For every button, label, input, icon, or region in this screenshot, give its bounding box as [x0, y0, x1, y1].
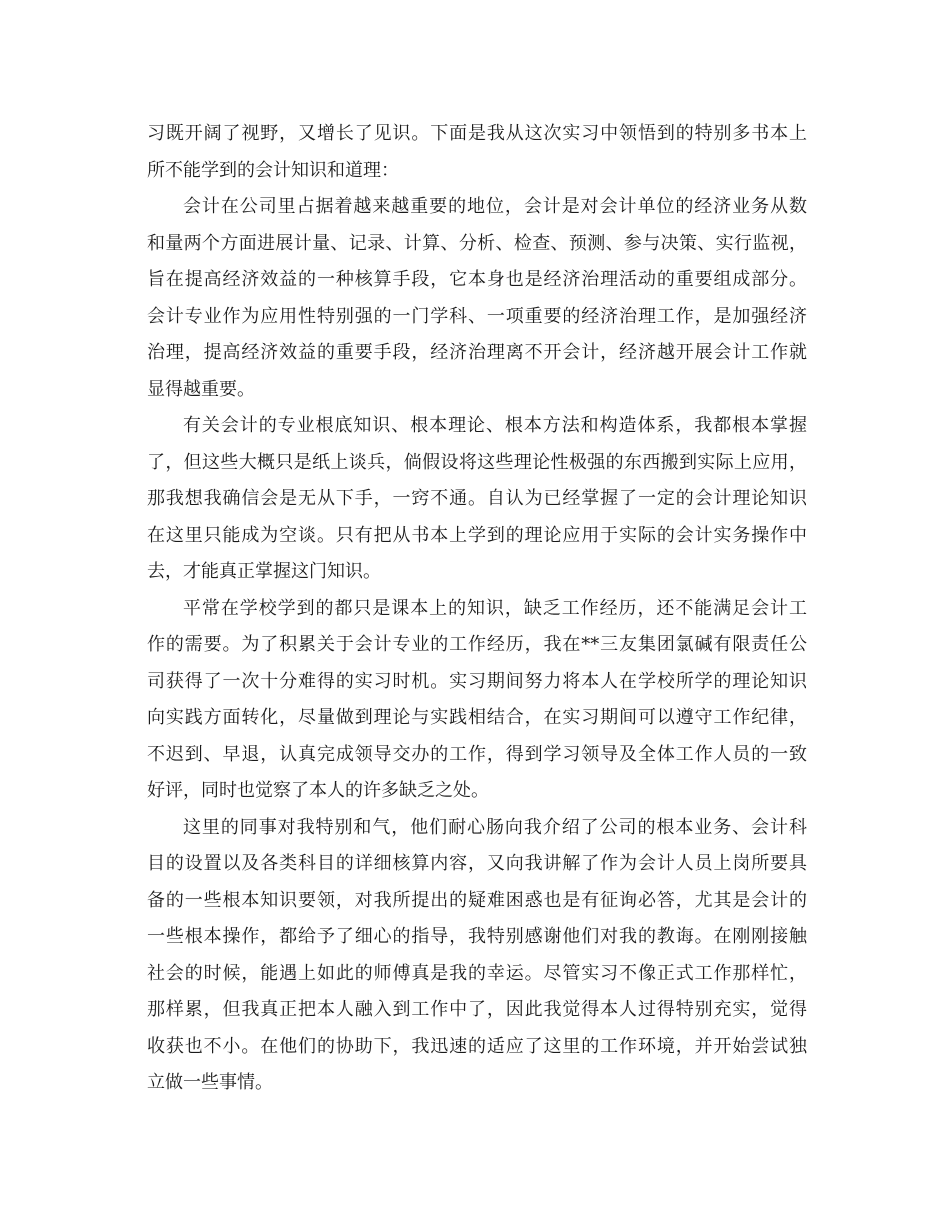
paragraph-1-line-2: 所不能学到的会计知识和道理： [147, 159, 399, 181]
paragraph-5-line-3: 备的一些根本知识要领，对我所提出的疑难困惑也是有征询必答，尤其是会计的 [147, 889, 807, 911]
paragraph-5-line-5: 社会的时候，能遇上如此的师傅真是我的幸运。尽管实习不像正式工作那样忙， [147, 962, 807, 984]
paragraph-4-line-1: 平常在学校学到的都只是课本上的知识，缺乏工作经历，还不能满足会计工 [183, 597, 807, 619]
paragraph-5-line-2: 目的设置以及各类科目的详细核算内容，又向我讲解了作为会计人员上岗所要具 [147, 853, 807, 874]
paragraph-4-line-5: 不迟到、早退，认真完成领导交办的工作，得到学习领导及全体工作人员的一致 [147, 743, 807, 765]
paragraph-5 [147, 810, 807, 1102]
paragraph-5-line-7: 收获也不小。在他们的协助下，我迅速的适应了这里的工作环境，并开始尝试独 [147, 1035, 807, 1057]
paragraph-5-line-1: 这里的同事对我特别和气，他们耐心肠向我介绍了公司的根本业务、会计科 [183, 816, 807, 838]
paragraph-4-line-2: 作的需要。为了积累关于会计专业的工作经历，我在**三友集团氯碱有限责任公 [147, 634, 807, 655]
paragraph-3 [147, 408, 807, 591]
paragraph-4 [147, 591, 807, 810]
paragraph-2-line-2: 和量两个方面进展计量、记录、计算、分析、检查、预测、参与决策、实行监视， [147, 232, 807, 254]
paragraph-1-line-1: 习既开阔了视野，又增长了见识。下面是我从这次实习中领悟到的特别多书本上 [147, 123, 807, 144]
paragraph-3-line-5: 去，才能真正掌握这门知识。 [147, 561, 381, 582]
paragraph-5-line-4: 一些根本操作，都给予了细心的指导，我特别感谢他们对我的教诲。在刚刚接触 [147, 926, 807, 947]
paragraph-2-line-5: 治理，提高经济效益的重要手段，经济治理离不开会计，经济越开展会计工作就 [147, 342, 807, 363]
paragraph-5-line-8: 立做一些事情。 [147, 1072, 273, 1093]
paragraph-2 [147, 189, 807, 408]
paragraph-2-line-4: 会计专业作为应用性特别强的一门学科、一项重要的经济治理工作，是加强经济 [147, 305, 807, 327]
paragraph-3-line-3: 那我想我确信会是无从下手，一窍不通。自认为已经掌握了一定的会计理论知识 [147, 488, 807, 509]
paragraph-2-line-6: 显得越重要。 [147, 378, 255, 400]
paragraph-4-line-6: 好评，同时也觉察了本人的许多缺乏之处。 [147, 780, 489, 801]
paragraph-3-line-2: 了，但这些大概只是纸上谈兵，倘假设将这些理论性极强的东西搬到实际上应用， [147, 451, 807, 473]
document-body [147, 116, 807, 1102]
paragraph-2-line-1: 会计在公司里占据着越来越重要的地位，会计是对会计单位的经济业务从数 [183, 196, 807, 217]
paragraph-5-line-6: 那样累，但我真正把本人融入到工作中了，因此我觉得本人过得特别充实，觉得 [147, 999, 807, 1020]
paragraph-4-line-3: 司获得了一次十分难得的实习时机。实习期间努力将本人在学校所学的理论知识 [147, 670, 807, 692]
paragraph-3-line-4: 在这里只能成为空谈。只有把从书本上学到的理论应用于实际的会计实务操作中 [147, 524, 807, 546]
paragraph-3-line-1: 有关会计的专业根底知识、根本理论、根本方法和构造体系，我都根本掌握 [183, 415, 807, 436]
paragraph-2-line-3: 旨在提高经济效益的一种核算手段，它本身也是经济治理活动的重要组成部分。 [147, 269, 807, 290]
paragraph-1 [147, 116, 807, 189]
paragraph-4-line-4: 向实践方面转化，尽量做到理论与实践相结合，在实习期间可以遵守工作纪律， [147, 707, 807, 728]
